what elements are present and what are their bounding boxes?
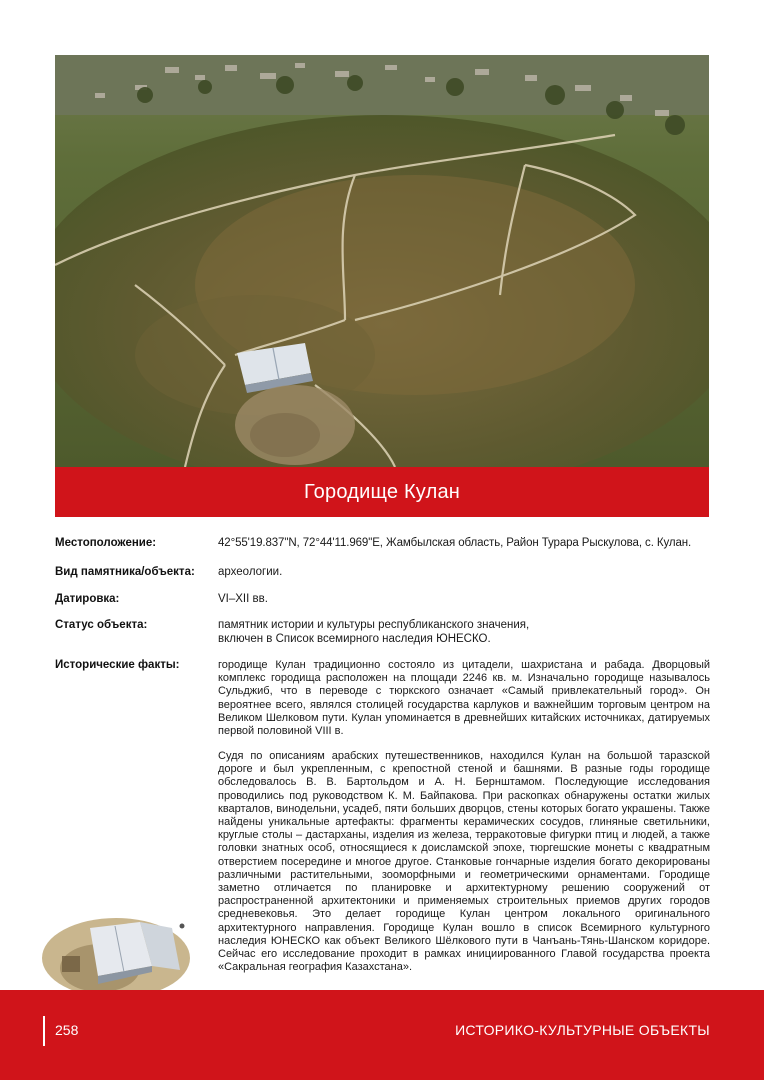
excavation-shelter-icon (40, 906, 192, 1000)
dating-label: Датировка: (55, 593, 120, 605)
aerial-landscape-icon (55, 55, 709, 467)
location-value: 42°55'19.837"N, 72°44'11.969"E, Жамбылская область, Район Турара Рыскулова, с. Кулан. (218, 537, 692, 549)
status-label: Статус объекта: (55, 619, 148, 631)
type-label: Вид памятника/объекта: (55, 566, 195, 578)
footer-divider (43, 1016, 45, 1046)
page-title: Городище Кулан (303, 480, 461, 503)
type-value: археологии. (218, 566, 283, 578)
history-paragraph-1: городище Кулан традиционно состояло из цитадели, шахристана и рабада. Дворцовый комплекс городища расположен на площади 2246 кв. м. Изначально городище называлось Сульджиб, что в переводе с тюркского означает «Самый привлекательный город». Он вероятнее всего, являлся столицей государства карлуков и важнейшим торговым центром на Великом Шелковом пути. Кулан упоминается в древнейших китайских источниках, датируемых первой половиной VIII в. (218, 659, 710, 738)
aerial-photo (55, 55, 709, 467)
location-label: Местоположение: (55, 537, 157, 549)
history-paragraph-2: Судя по описаниям арабских путешественников, находился Кулан на большой таразской дороге и был укрепленным, с крепостной стеной и башнями. В разные годы городище обследовалось В. В. Бартольдом и А. Н. Бернштамом. Последующие исследования проводились под руководством К. М. Байпакова. При раскопках обнаружены остатки жилых кварталов, винодельни, усадеб, пяти больших дворцов, стены которых богато украшены. Также найдены уникальные артефакты: фрагменты керамических сосудов, глиняные светильники, круглые столы – дастарханы, изделия из железа, терракотовые фигурки птиц и людей, а также головки знатных особ, относящиеся к доисламской эпохе, тюргешские монеты с квадратным отверстием посередине и многое другое. Станковые гончарные изделия богато декорированы различными растительными, зооморфными и геометрическими орнаментами. Городище заметно отличается по планировке и архитектурному решению сооружений от распространенной архитектоники и применяемых строительных приемов других городов средневековья. Это делает городище Кулан центром локального оригинального архитектурного направления. Городище Кулан вошло в список Всемирного культурного наследия ЮНЕСКО как объект Великого Шёлкового пути в Чанъань-Тянь-Шанском коридоре. Сейчас его исследование проходит в рамках инициированного Главой государства проекта «Сакральная география Казахстана». (218, 750, 710, 974)
section-name: ИСТОРИКО-КУЛЬТУРНЫЕ ОБЪЕКТЫ (455, 1022, 710, 1038)
history-label: Исторические факты: (55, 659, 180, 671)
page-number: 258 (55, 1022, 79, 1038)
status-value-line1: памятник истории и культуры республиканского значения, (218, 619, 530, 631)
status-value-line2: включен в Список всемирного наследия ЮНЕСКО. (218, 633, 491, 645)
dating-value: VI–XII вв. (218, 593, 268, 605)
excavation-thumbnail (40, 906, 192, 1000)
title-band (55, 467, 709, 517)
footer (0, 990, 764, 1080)
